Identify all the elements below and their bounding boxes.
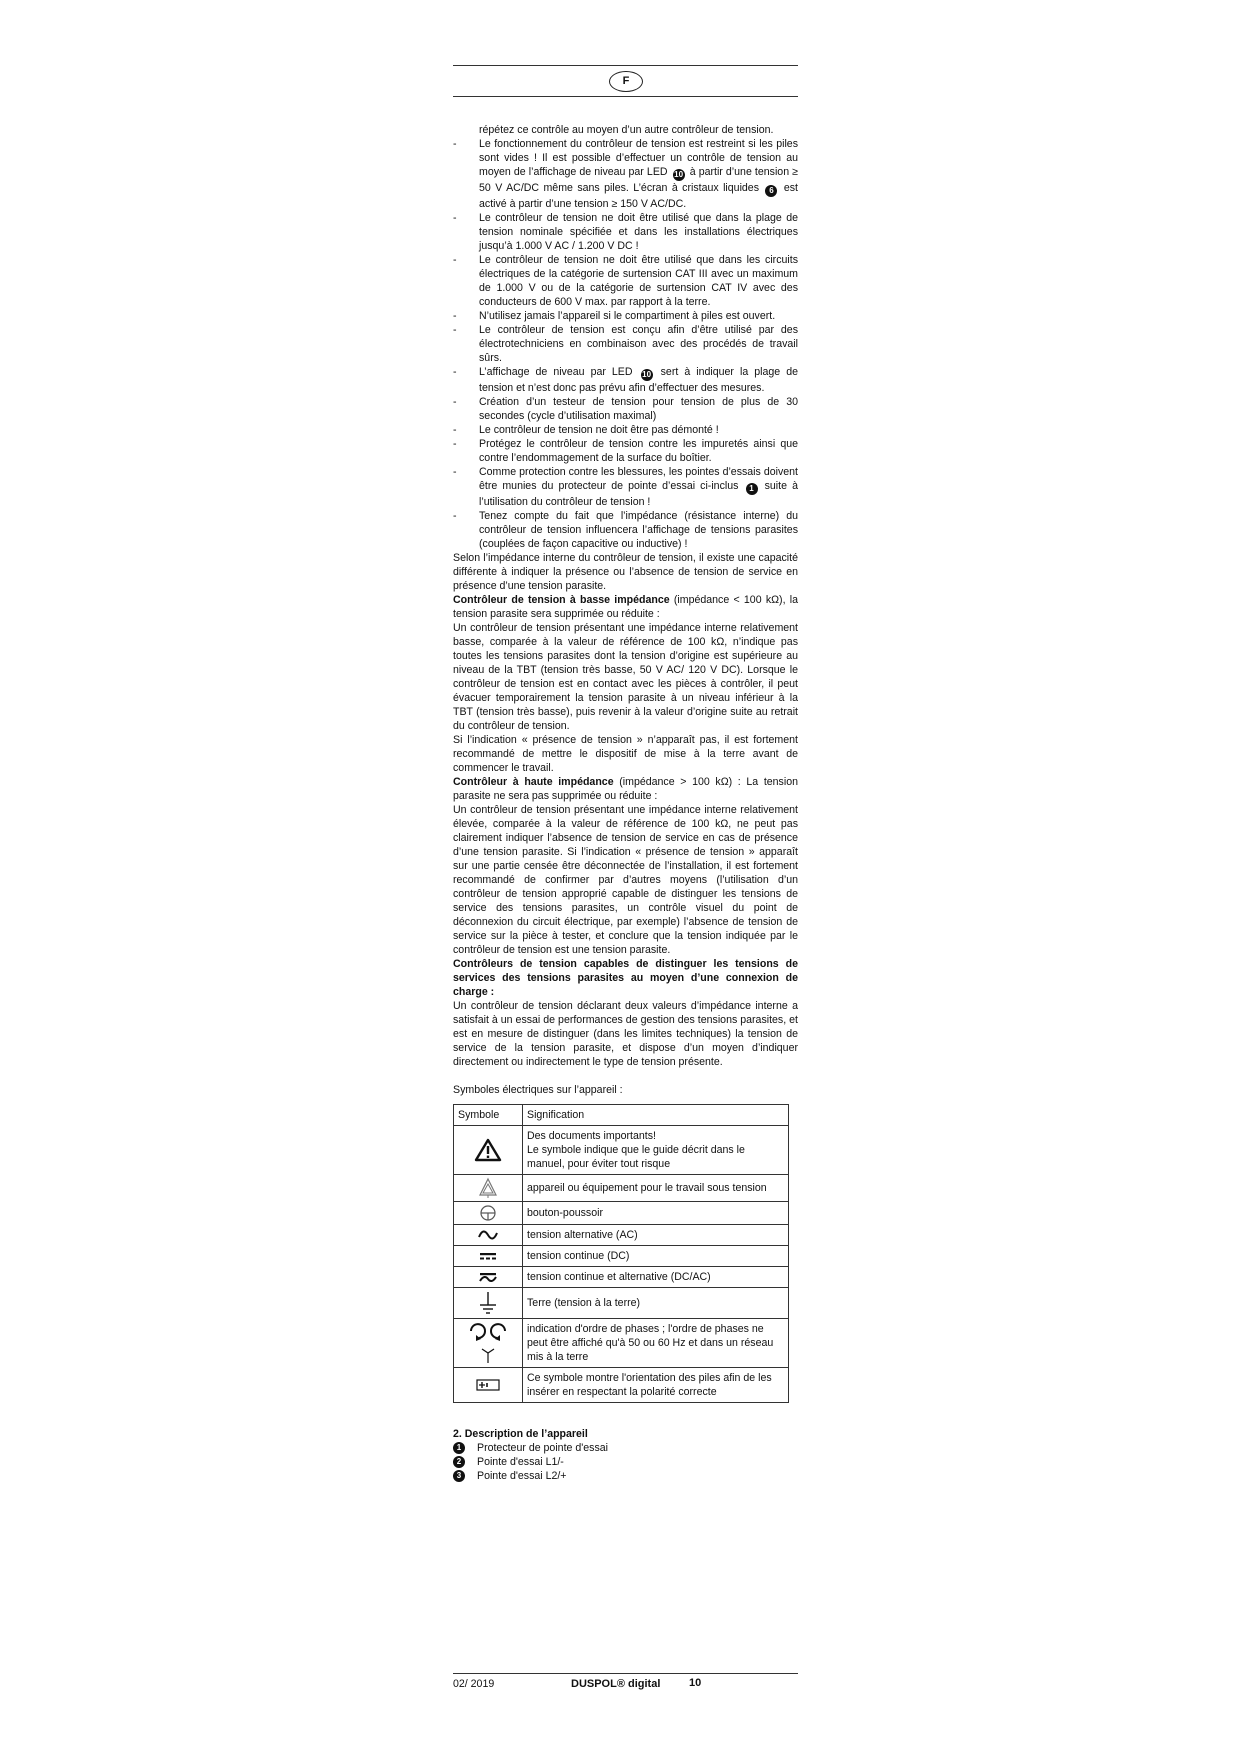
impedance-paragraph: Selon l’impédance interne du contrôleur de tension, il existe une capacité différente à indiquer la présence ou l’absence de tension de service en présence d’une tension parasite.	[453, 552, 798, 592]
table-row: tension alternative (AC)	[454, 1225, 789, 1246]
list-item: 2 Pointe d'essai L1/-	[453, 1455, 798, 1469]
symbols-table	[453, 1104, 789, 1403]
phase-rotation-icon	[454, 1319, 523, 1368]
table-row: Ce symbole montre l'orientation des piles afin de les insérer en respectant la polarité correcte	[454, 1368, 789, 1403]
ac-wave-icon	[454, 1225, 523, 1246]
document-body	[453, 123, 798, 1483]
description-title: 2. Description de l’appareil	[453, 1428, 588, 1440]
live-work-triangle-icon	[454, 1175, 523, 1202]
table-row: tension continue et alternative (DC/AC)	[454, 1267, 789, 1288]
header-meaning: Signification	[523, 1105, 789, 1126]
list-item: - L’affichage de niveau par LED 10 sert à indiquer la plage de tension et n’est donc pas prévu afin d’effectuer des mesures.	[453, 366, 798, 394]
footer-date: 02/ 2019	[453, 1678, 495, 1690]
table-row: indication d'ordre de phases ; l'ordre de phases ne peut être affiché qu'à 50 ou 60 Hz et dans un réseau mis à la terre	[454, 1319, 789, 1368]
low-impedance-body: Un contrôleur de tension présentant une impédance interne relativement basse, comparée à la valeur de référence de 100 kΩ, n’indique pas toutes les tensions parasites dont la tension d’origine est supérieure au niveau de la TBT (tension très basse, 50 V AC/ 120 V DC). Lorsque le contrôleur de tension est en contact avec les pièces à contrôler, il peut évacuer temporairement la tension parasite à un niveau inférieur à la TBT (tension très basse), puis revenir à la valeur d’origine suite au retrait du contrôleur de tension.	[453, 622, 798, 732]
page-footer	[453, 1673, 798, 1696]
language-badge: F	[609, 71, 643, 92]
number-badge-icon: 1	[453, 1442, 465, 1454]
table-row: Terre (tension à la terre)	[454, 1288, 789, 1319]
table-row: appareil ou équipement pour le travail sous tension	[454, 1175, 789, 1202]
table-header-row	[454, 1105, 789, 1126]
dc-icon	[454, 1246, 523, 1267]
ref-number-icon: 10	[642, 370, 652, 379]
number-badge-icon: 2	[453, 1456, 465, 1468]
battery-orientation-icon	[454, 1368, 523, 1403]
low-impedance-note: Si l’indication « présence de tension » n’apparaît pas, il est fortement recommandé de mettre le dispositif de mise à la terre avant de commencer le travail.	[453, 734, 798, 774]
intro-continuation: répétez ce contrôle au moyen d’un autre contrôleur de tension.	[479, 124, 774, 136]
push-button-icon	[454, 1202, 523, 1225]
language-row	[453, 66, 798, 96]
header-symbol: Symbole	[454, 1105, 523, 1126]
table-row: bouton-poussoir	[454, 1202, 789, 1225]
table-row: tension continue (DC)	[454, 1246, 789, 1267]
high-impedance-heading: Contrôleur à haute impédance (impédance > 100 kΩ) : La tension parasite ne sera pas supprimée ou réduite :	[453, 776, 798, 802]
list-item: - Création d’un testeur de tension pour tension de plus de 30 secondes (cycle d’utilisation maximal)	[453, 396, 798, 422]
list-item: 3 Pointe d'essai L2/+	[453, 1469, 798, 1483]
earth-ground-icon	[454, 1288, 523, 1319]
footer-brand: DUSPOL® digital	[571, 1678, 661, 1690]
list-item: - N’utilisez jamais l’appareil si le compartiment à piles est ouvert.	[453, 310, 776, 322]
symbols-title: Symboles électriques sur l’appareil :	[453, 1084, 623, 1096]
ref-number-icon: 10	[674, 170, 684, 179]
page	[453, 65, 798, 1483]
header-rule-bottom	[453, 96, 798, 97]
list-item: - Tenez compte du fait que l’impédance (résistance interne) du contrôleur de tension influencera l’affichage de tensions parasites (couplées de façon capacitive ou inductive) !	[453, 510, 798, 550]
ref-number-icon: 6	[765, 185, 777, 197]
list-item: - Le contrôleur de tension ne doit être utilisé que dans les circuits électriques de la catégorie de surtension CAT III avec un maximum de 1.000 V ou de la catégorie de surtension CAT IV avec des conducteurs de 600 V max. par rapport à la terre.	[453, 254, 798, 308]
list-item: - Le fonctionnement du contrôleur de tension est restreint si les piles sont vides ! Il est possible d’effectuer un contrôle de tension au moyen de l’affichage de niveau par LED 10 à partir d’une tension ≥ 50 V AC/DC même sans piles. L’écran à cristaux liquides 6 est activé à partir d’une tension ≥ 150 V AC/DC.	[453, 138, 798, 210]
footer-rule	[453, 1673, 798, 1674]
list-item: - Le contrôleur de tension ne doit être utilisé que dans la plage de tension nominale spécifiée et dans les installations électriques jusqu’à 1.000 V AC / 1.200 V DC !	[453, 212, 798, 252]
low-impedance-heading: Contrôleur de tension à basse impédance (impédance < 100 kΩ), la tension parasite sera supprimée ou réduite :	[453, 594, 798, 620]
list-item: - Le contrôleur de tension est conçu afin d’être utilisé par des électrotechniciens en combinaison avec des procédés de travail sûrs.	[453, 324, 798, 364]
warning-triangle-icon	[454, 1126, 523, 1175]
list-item: 1 Protecteur de pointe d'essai	[453, 1441, 798, 1455]
list-item: - Comme protection contre les blessures, les pointes d’essais doivent être munies du protecteur de pointe d’essai ci-inclus 1 suite à l’utilisation du contrôleur de tension !	[453, 466, 798, 508]
list-item: - Protégez le contrôleur de tension contre les impuretés ainsi que contre l’endommagement de la surface du boîtier.	[453, 438, 798, 464]
distinguishing-heading: Contrôleurs de tension capables de distinguer les tensions de services des tensions parasites au moyen d’une connexion de charge :	[453, 958, 798, 998]
table-row: Des documents importants! Le symbole indique que le guide décrit dans le manuel, pour éviter tout risque	[454, 1126, 789, 1175]
ac-dc-icon	[454, 1267, 523, 1288]
page-number: 10	[689, 1677, 702, 1689]
number-badge-icon: 3	[453, 1470, 465, 1482]
ref-number-icon: 1	[746, 483, 758, 495]
distinguishing-body: Un contrôleur de tension déclarant deux valeurs d’impédance interne a satisfait à un essai de performances de gestion des tensions parasites, et est en mesure de distinguer (dans les limites techniques) la tension de service de la tension parasite, et dispose d’un moyen d’indiquer directement ou indirectement le type de tension présente.	[453, 1000, 798, 1068]
high-impedance-body: Un contrôleur de tension présentant une impédance interne relativement élevée, comparée à la valeur de référence de 100 kΩ, ne peut pas clairement indiquer l’absence de tension de service en cas de présence d’une tension parasite. Si l’indication « présence de tension » apparaît sur une partie censée être déconnectée de l’installation, il est fortement recommandé de confirmer par d’autres moyens (l’utilisation d’un contrôleur de tension approprié capable de distinguer les tensions de service des tensions parasites, un contrôle visuel du point de déconnexion du circuit électrique, par exemple) l’absence de tension de service sur la pièce à tester, et conclure que la tension indiquée par le contrôleur de tension est une tension parasite.	[453, 804, 798, 956]
list-item: - Le contrôleur de tension ne doit être pas démonté !	[453, 424, 719, 436]
